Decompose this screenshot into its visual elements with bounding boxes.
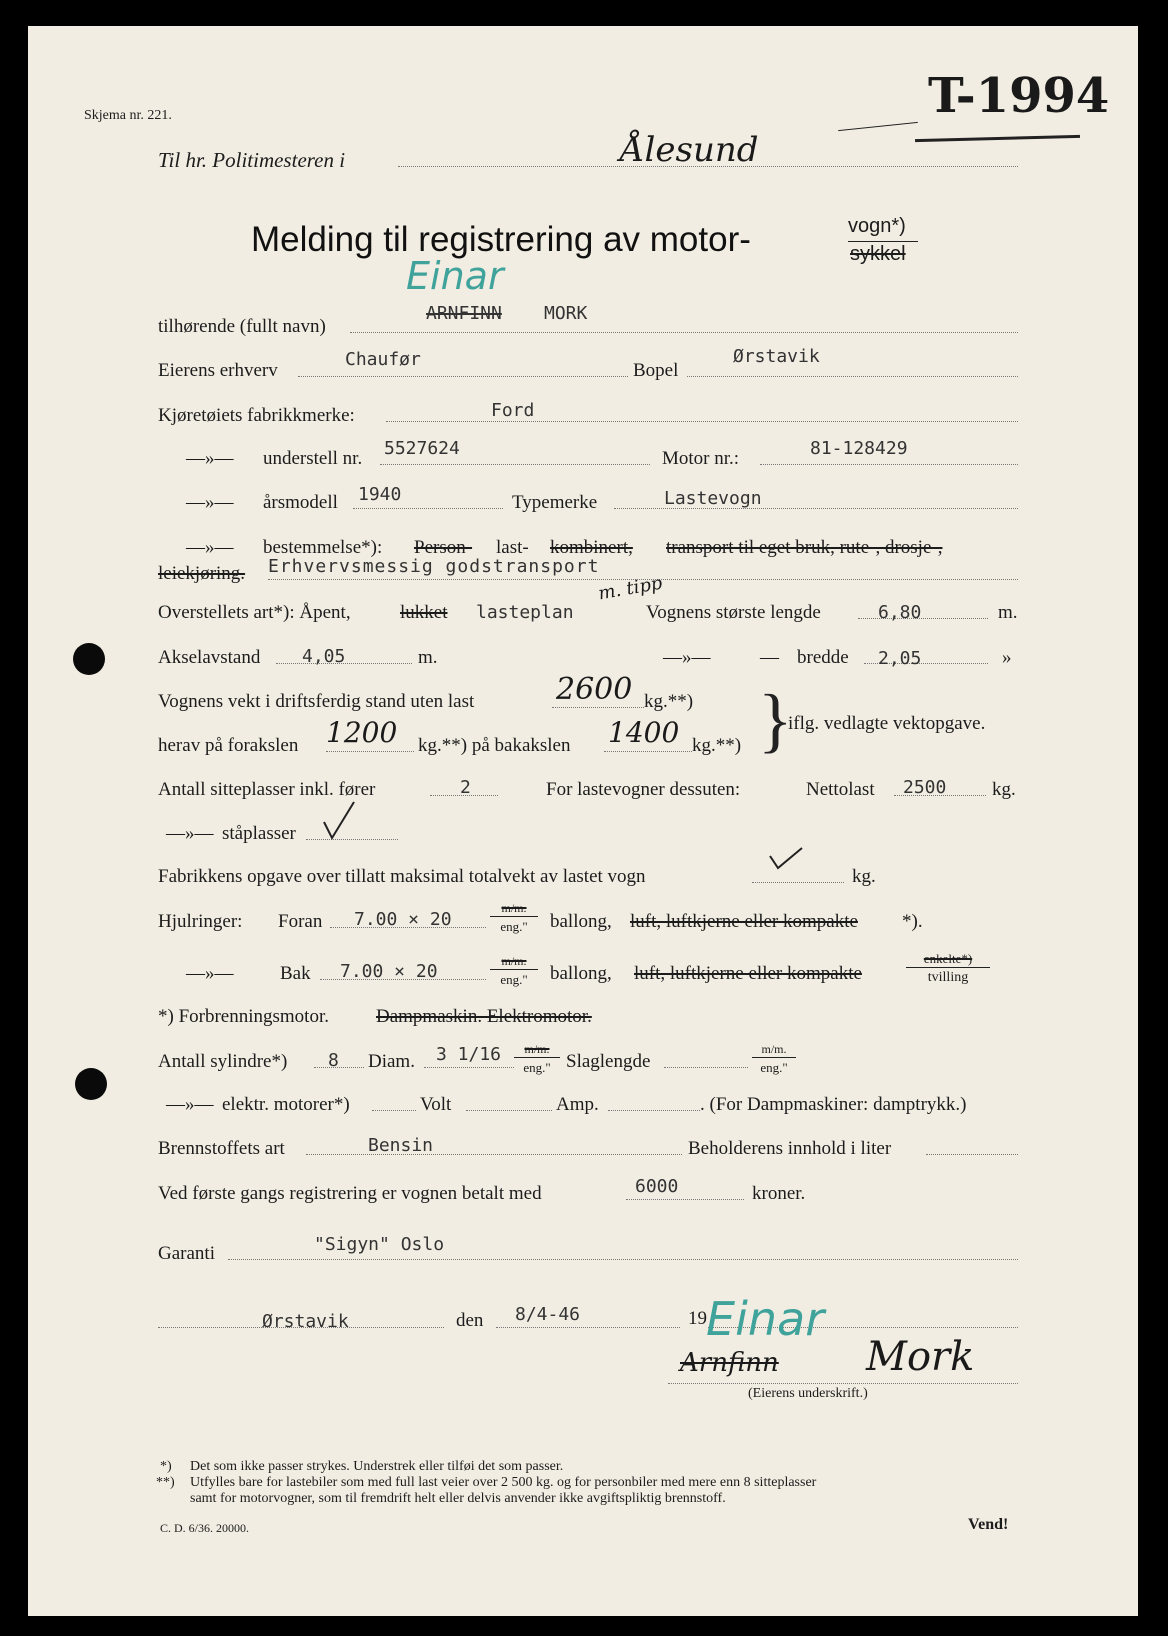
weight-value: 2600 [556,672,633,707]
wheels-front-label: Foran [278,911,323,932]
addressee-city: Ålesund [620,130,759,170]
motor-number-value: 81-128429 [810,438,908,459]
front-axle-unit: kg.**) på bakakslen [418,735,571,756]
diameter-value: 3 1/16 [436,1044,502,1065]
wheels-front-unit-eng: eng." [500,919,528,934]
signature-caption: (Eierens underskrift.) [748,1386,868,1401]
weight-line [552,707,644,708]
year-value: 1940 [358,484,402,505]
fuel-value: Bensin [368,1135,434,1156]
axle-label: Akselavstand [158,647,261,668]
ditto-electric: —»— [166,1094,214,1115]
occupation-value: Chaufør [345,349,421,370]
netto-value: 2500 [903,777,947,798]
owner-first-name-struck: ARNFINN [426,303,502,324]
ditto-purpose: —»— [186,537,234,558]
footnote-1-mark: *) [160,1459,172,1474]
chassis-line [380,464,650,465]
engine-type-struck: Dampmaskin. Elektromotor. [376,1006,592,1027]
cylinders-value: 8 [328,1050,339,1071]
volt-line [466,1110,552,1111]
body-note: m. tipp [596,572,664,605]
fuel-line [306,1154,682,1155]
motor-number-line [760,464,1018,465]
stroke-label: Slaglengde [566,1051,651,1072]
rear-axle-line [604,751,692,752]
netto-label: Nettolast [806,779,875,800]
signature-place: Ørstavik [262,1311,349,1332]
purpose-person-struck: Person- [414,537,473,558]
residence-line [687,376,1018,377]
wheels-rear-value: 7.00 × 20 [340,961,438,982]
make-line [386,421,1018,422]
max-weight-unit: kg. [852,866,876,887]
residence-value: Ørstavik [733,346,820,367]
wheels-rear-unit-mm: m/m. [490,955,538,970]
cylinders-label: Antall sylindre*) [158,1051,288,1072]
width-dash: — [760,647,779,668]
max-weight-checkmark-icon [768,846,804,872]
purpose-label: bestemmelse*): [263,537,383,558]
cylinders-line [314,1067,364,1068]
standing-label: ståplasser [222,823,296,844]
owner-name-label: tilhørende (fullt navn) [158,316,326,337]
addressee-label: Til hr. Politimesteren i [158,148,346,172]
wheels-rear-label: Bak [280,963,311,984]
stroke-line [664,1067,748,1068]
residence-label: Bopel [633,360,679,381]
stroke-unit [752,1043,796,1074]
title-option-divider [848,241,918,242]
wheels-rear-unit-eng: eng." [500,972,528,987]
front-axle-line [326,751,414,752]
purpose-leiekjoring-struck: leiekjøring. [158,563,246,584]
type-label: Typemerke [512,492,598,513]
owner-surname: MORK [544,303,588,324]
form-number: Skjema nr. 221. [84,108,172,123]
axle-unit: m. [418,647,438,668]
length-unit: m. [998,602,1018,623]
wheels-rear-enkelte: enkelte*) [906,952,990,968]
width-unit: » [1002,647,1012,668]
guarantee-line [228,1259,1018,1260]
ditto-width: —»— [663,647,711,668]
diameter-label: Diam. [368,1051,415,1072]
wheels-rear-mount [906,952,990,985]
stroke-unit-mm: m/m. [752,1043,796,1058]
ditto-year: —»— [186,492,234,513]
chassis-value: 5527624 [384,438,460,459]
width-label: bredde [797,647,849,668]
purpose-kombinert-struck: kombinert, [550,537,633,558]
signature-surname: Mork [866,1334,975,1380]
body-label: Overstellets art*): Åpent, [158,602,351,623]
chassis-label: understell nr. [263,448,363,469]
occupation-label: Eierens erhverv [158,360,278,381]
motor-number-label: Motor nr.: [662,448,740,469]
tank-label: Beholderens innhold i liter [688,1138,892,1159]
diameter-unit-eng: eng." [523,1060,551,1075]
make-value: Ford [491,400,535,421]
weight-brace: } [758,680,793,760]
ditto-standing: —»— [166,823,214,844]
owner-first-name-handwritten: Einar [406,254,504,298]
tank-line [926,1154,1018,1155]
max-weight-label: Fabrikkens opgave over tillatt maksimal totalvekt av lastet vogn [158,866,646,887]
footnote-2-mark: **) [156,1475,175,1490]
wheels-front-value: 7.00 × 20 [354,909,452,930]
purpose-typed: Erhvervsmessig godstransport [268,556,600,577]
electric-line [372,1110,416,1111]
footnote-2a: Utfylles bare for lastebiler som med full last veier over 2 500 kg. og for personbiler med mere enn 8 sitteplasser [190,1475,817,1490]
amp-label: Amp. [556,1094,599,1115]
standing-checkmark-icon [322,800,356,842]
title-option-vogn: vogn*) [848,215,906,237]
fuel-label: Brennstoffets art [158,1138,285,1159]
guarantee-label: Garanti [158,1243,215,1264]
turn-page-note: Vend! [968,1516,1009,1533]
length-label: Vognens største lengde [646,602,821,623]
signature-first-handwritten: Einar [706,1292,825,1346]
registration-number: T-1994 [928,68,1110,124]
date-label: den [456,1310,484,1331]
wheels-front-ballong: ballong, [550,911,612,932]
length-value: 6,80 [878,602,922,623]
seats-label: Antall sitteplasser inkl. fører [158,779,376,800]
punch-hole-bottom [75,1068,107,1100]
punch-hole-top [73,643,105,675]
signature-date: 8/4-46 [515,1304,581,1325]
amp-line [608,1110,700,1111]
print-code: C. D. 6/36. 20000. [160,1521,250,1535]
footnote-1: Det som ikke passer strykes. Understrek eller tilføi det som passer. [190,1459,564,1474]
wheels-rear-unit [490,955,538,986]
price-value: 6000 [635,1176,679,1197]
year-prefix: 19 [688,1308,707,1329]
wheels-rear-tvilling: tvilling [927,970,969,985]
width-value: 2,05 [878,648,922,669]
cargo-intro: For lastevogner dessuten: [546,779,741,800]
price-label: Ved første gangs registrering er vognen betalt med [158,1183,542,1204]
price-line [626,1199,744,1200]
make-label: Kjøretøiets fabrikkmerke: [158,405,355,426]
ditto-chassis: —»— [186,448,234,469]
rear-axle-unit: kg.**) [692,735,742,756]
ditto-wheels-rear: —»— [186,963,234,984]
body-value: lasteplan [476,602,574,623]
year-label: årsmodell [263,492,338,513]
engine-type-label: *) Forbrenningsmotor. [158,1006,329,1027]
title-option-sykkel: sykkel [850,243,906,265]
weight-unit: kg.**) [644,691,694,712]
wheels-front-unit [490,902,538,933]
wheels-front-end: *). [902,911,923,932]
occupation-line [298,376,628,377]
netto-unit: kg. [992,779,1016,800]
purpose-last: last- [496,537,529,558]
signature-first-struck: Arnfinn [680,1348,779,1378]
price-unit: kroner. [752,1183,806,1204]
axle-value: 4,05 [302,646,346,667]
diameter-unit [514,1043,560,1074]
purpose-transport-struck: transport til eget bruk, rute-, drosje-, [666,537,943,558]
form-title: Melding til registrering av motor- [251,220,751,259]
date-line [496,1327,680,1328]
seats-value: 2 [460,777,471,798]
steam-note: . (For Dampmaskiner: damptrykk.) [700,1094,967,1115]
front-axle-value: 1200 [326,716,398,749]
type-value: Lastevogn [664,488,762,509]
wheels-front-struck: luft, luftkjerne eller kompakte [630,911,858,932]
owner-name-line [350,332,1018,333]
diameter-line [424,1067,514,1068]
wheels-rear-struck: luft, luftkjerne eller kompakte [634,963,862,984]
electric-label: elektr. motorer*) [222,1094,350,1115]
wheels-front-unit-mm: m/m. [490,902,538,917]
front-axle-label: herav på forakslen [158,735,299,756]
wheels-rear-ballong: ballong, [550,963,612,984]
diameter-unit-mm: m/m. [514,1043,560,1058]
signature-line [668,1383,1018,1384]
weight-label: Vognens vekt i driftsferdig stand uten last [158,691,475,712]
year-line [353,508,503,509]
max-weight-line [752,882,844,883]
stroke-unit-eng: eng." [760,1060,788,1075]
footnote-2b: samt for motorvogner, som til fremdrift helt eller delvis anvender ikke avgiftspliktig brennstoff. [190,1491,726,1506]
volt-label: Volt [420,1094,452,1115]
body-lukket-struck: lukket [400,602,448,623]
weight-note: iflg. vedlagte vektopgave. [788,713,986,734]
rear-axle-value: 1400 [608,716,680,749]
guarantee-value: "Sigyn" Oslo [314,1234,445,1255]
wheels-label: Hjulringer: [158,911,243,932]
